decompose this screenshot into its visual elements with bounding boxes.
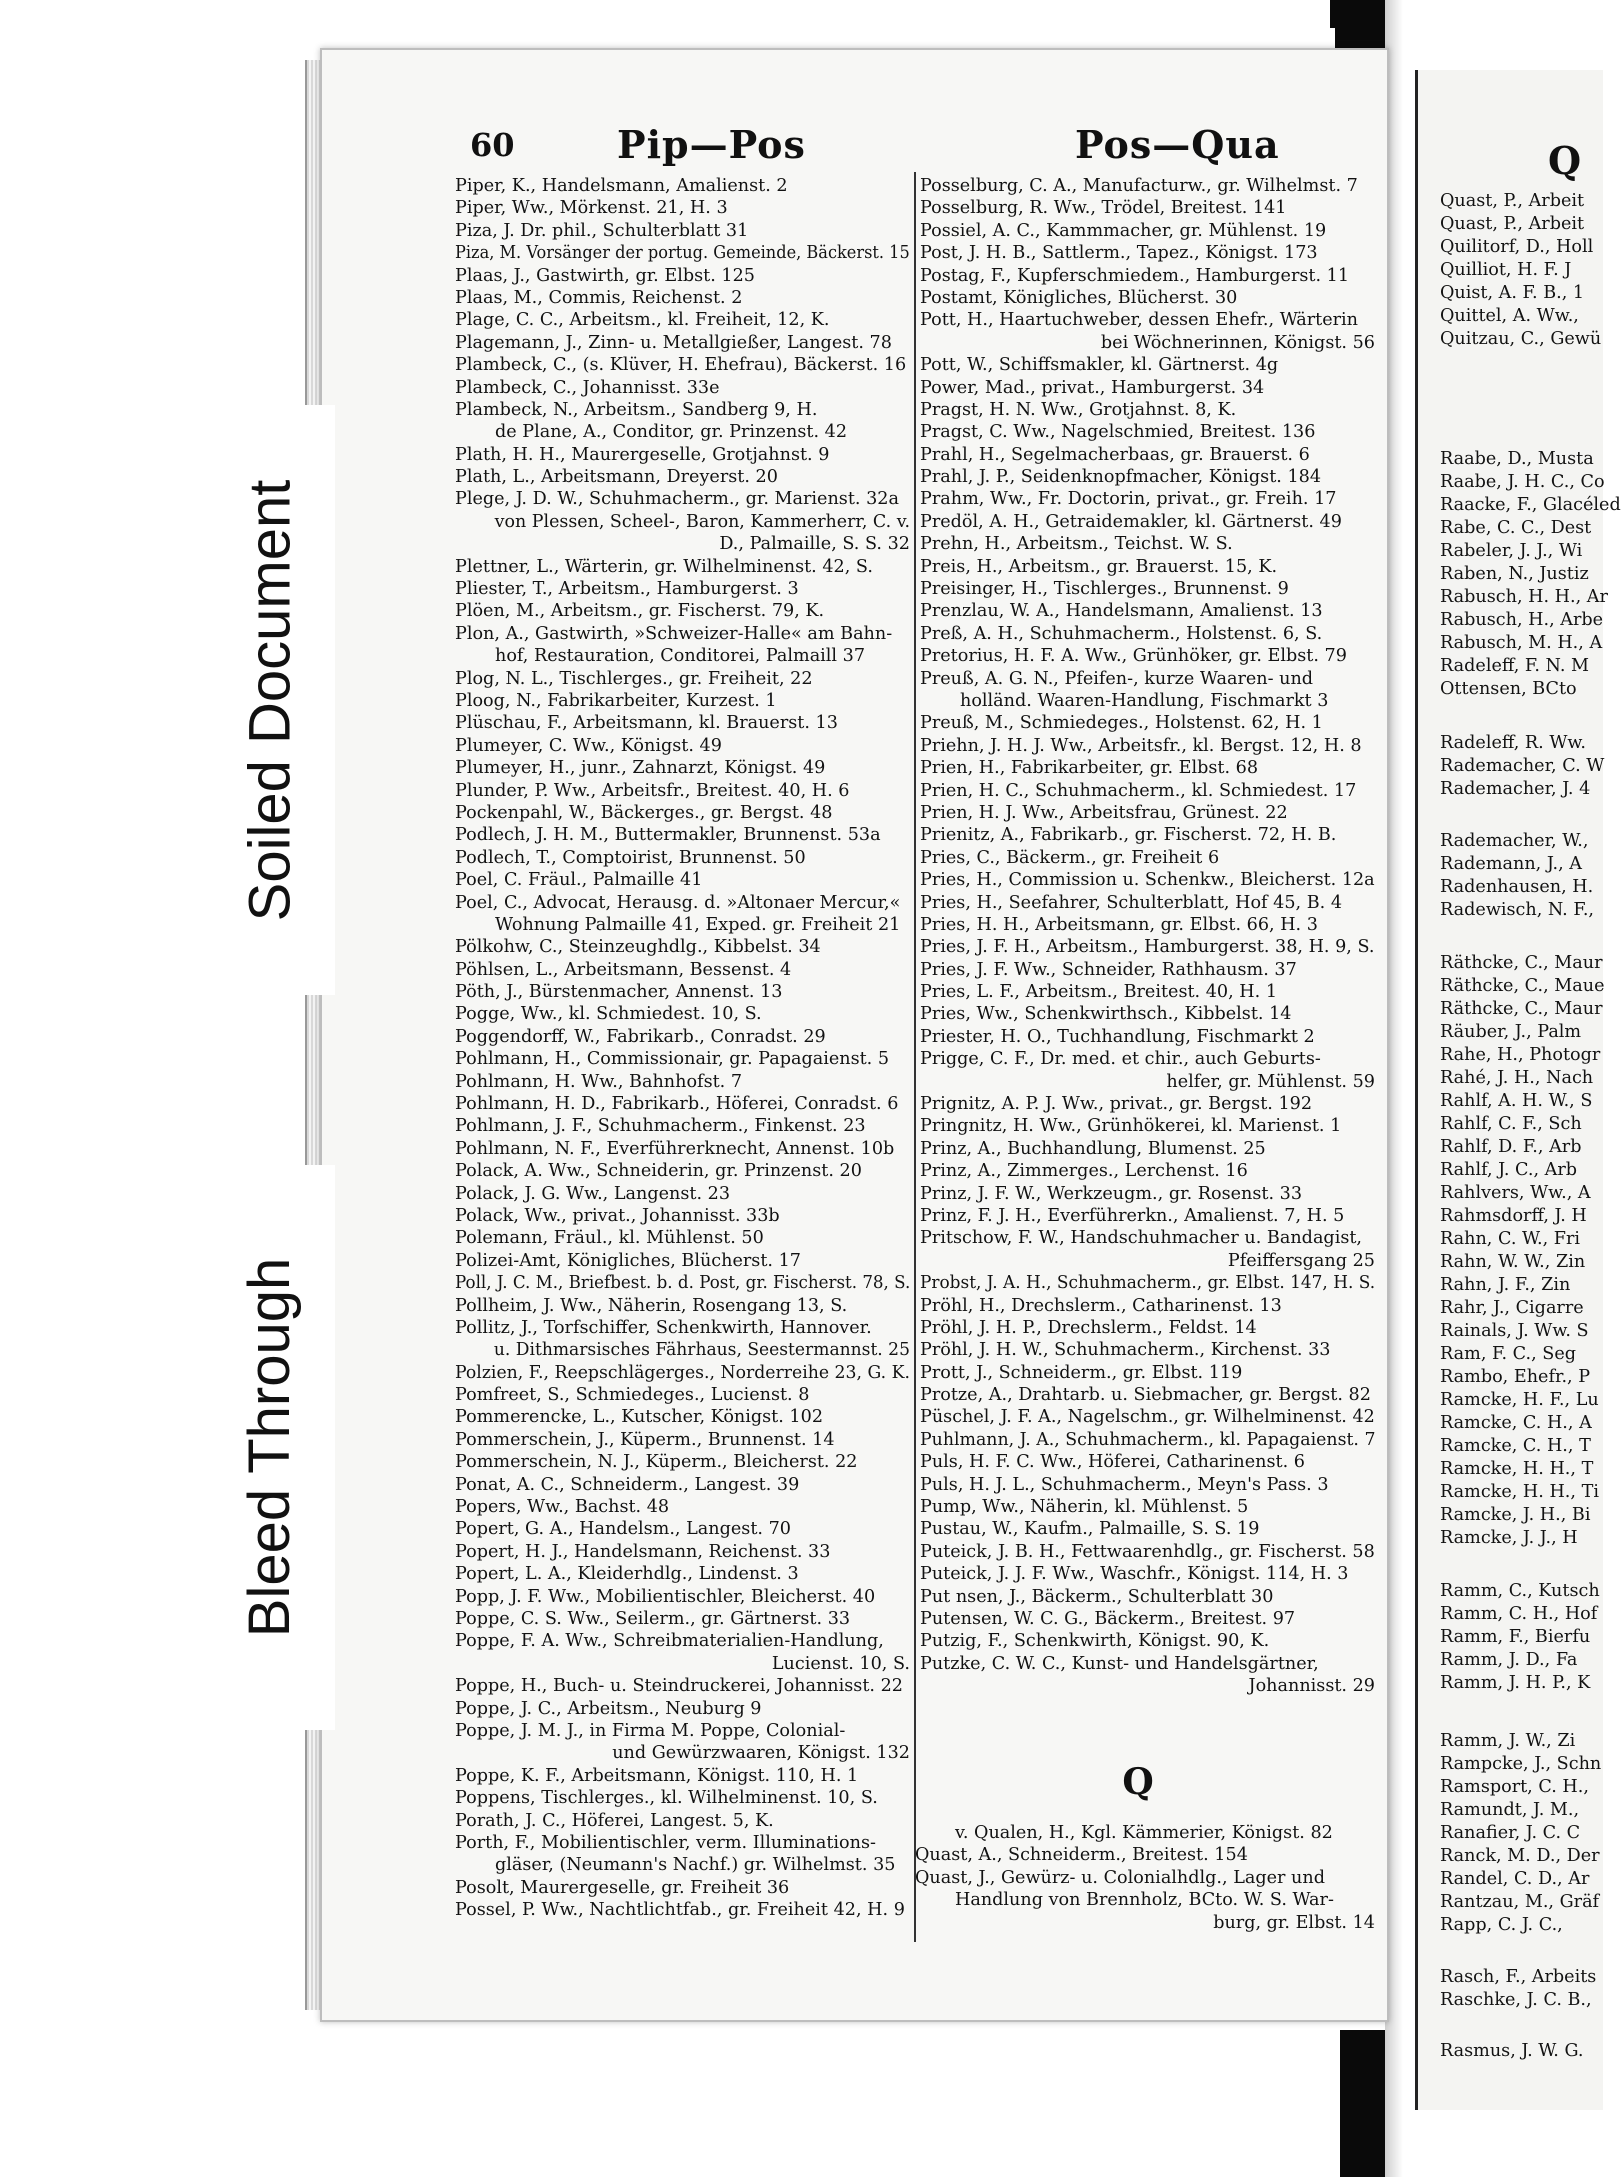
- column-divider: [914, 172, 916, 1942]
- directory-entry-line: Puls, H. J. L., Schuhmacherm., Meyn's Pass. 3: [920, 1474, 1329, 1495]
- directory-entry-line: Plambeck, N., Arbeitsm., Sandberg 9, H.: [455, 399, 818, 420]
- directory-entry-line: Pries, J. F. Ww., Schneider, Rathhausm. 37: [920, 959, 1297, 980]
- directory-entry-line: Pohlmann, J. F., Schuhmacherm., Finkenst. 23: [455, 1116, 866, 1137]
- directory-entry-line: Pomfreet, S., Schmiedeges., Lucienst. 8: [455, 1385, 810, 1406]
- page-number: 60: [470, 126, 515, 164]
- neighbour-entry-fragment: Räthcke, C., Maur: [1440, 999, 1603, 1019]
- directory-entry-line: Plage, C. C., Arbeitsm., kl. Freiheit, 12, K.: [455, 310, 830, 331]
- neighbour-entry-fragment: Rahé, J. H., Nach: [1440, 1068, 1594, 1088]
- neighbour-entry-fragment: Ramm, C., Kutsch: [1440, 1581, 1600, 1601]
- directory-entry-line: Plaas, J., Gastwirth, gr. Elbst. 125: [455, 265, 755, 286]
- directory-entry-line: Polack, A. Ww., Schneiderin, gr. Prinzenst. 20: [455, 1161, 862, 1182]
- directory-entry-line: Plaas, M., Commis, Reichenst. 2: [455, 287, 743, 308]
- directory-entry-line: Prienitz, A., Fabrikarb., gr. Fischerst. 72, H. B.: [920, 825, 1337, 846]
- directory-entry-line: Podlech, J. H. M., Buttermakler, Brunnenst. 53a: [455, 825, 881, 846]
- neighbour-entry-fragment: Radeleff, F. N. M: [1440, 656, 1590, 676]
- neighbour-entry-fragment: Rantzau, M., Gräf: [1440, 1892, 1600, 1912]
- directory-entry-line: Prinz, F. J. H., Everführerkn., Amalienst. 7, H. 5: [920, 1205, 1345, 1226]
- directory-entry-line: Pott, H., Haartuchweber, dessen Ehefr., Wärterin: [920, 310, 1359, 331]
- directory-entry-line: Plagemann, J., Zinn- u. Metallgießer, Langest. 78: [455, 332, 892, 353]
- directory-entry-line: Polemann, Fräul., kl. Mühlenst. 50: [455, 1228, 764, 1249]
- directory-entry-line: Poppe, J. C., Arbeitsm., Neuburg 9: [455, 1698, 762, 1719]
- neighbour-entry-fragment: Ramcke, C. H., A: [1440, 1413, 1592, 1433]
- neighbour-entry-fragment: Rahlf, D. F., Arb: [1440, 1137, 1582, 1157]
- directory-entry-line: Plambeck, C., (s. Klüver, H. Ehefrau), Bäckerst. 16: [455, 355, 907, 376]
- neighbour-entry-fragment: Rasmus, J. W. G.: [1440, 2041, 1584, 2061]
- neighbour-entry-fragment: Räuber, J., Palm: [1440, 1022, 1582, 1042]
- directory-entry-line: Puteick, J. B. H., Fettwaarenhdlg., gr. Fischerst. 58: [920, 1541, 1375, 1562]
- directory-entry-line: Piper, K., Handelsmann, Amalienst. 2: [455, 176, 788, 196]
- directory-entry-line: Pollheim, J. Ww., Näherin, Rosengang 13, S.: [455, 1295, 848, 1316]
- neighbour-entry-fragment: Rahr, J., Cigarre: [1440, 1298, 1584, 1318]
- directory-entry-line: Prahl, H., Segelmacherbaas, gr. Brauerst. 6: [920, 444, 1310, 465]
- directory-entry-line: Lucienst. 10, S.: [771, 1653, 910, 1674]
- directory-entry-line: Quast, J., Gewürz- u. Colonialhdlg., Lager und: [915, 1867, 1325, 1888]
- neighbour-entry-fragment: Rademann, J., A: [1440, 854, 1583, 874]
- neighbour-entry-fragment: Quast, P., Arbeit: [1440, 191, 1585, 211]
- neighbour-entry-fragment: Radewisch, N. F.,: [1440, 900, 1595, 920]
- directory-entry-line: v. Qualen, H., Kgl. Kämmerier, Königst. 82: [955, 1823, 1333, 1843]
- directory-entry-line: Prenzlau, W. A., Handelsmann, Amalienst. 13: [920, 601, 1323, 622]
- directory-entry-line: Poppe, C. S. Ww., Seilerm., gr. Gärtnerst. 33: [455, 1609, 851, 1629]
- neighbour-entry-fragment: Raabe, J. H. C., Co: [1440, 472, 1605, 492]
- directory-entry-line: Ponat, A. C., Schneiderm., Langest. 39: [455, 1474, 800, 1495]
- directory-entry-line: Predöl, A. H., Getraidemakler, kl. Gärtnerst. 49: [920, 511, 1342, 532]
- directory-entry-line: Plon, A., Gastwirth, »Schweizer-Halle« am Bahn-: [455, 623, 893, 644]
- neighbour-entry-fragment: Quist, A. F. B., 1: [1440, 283, 1585, 303]
- left-column: [455, 175, 910, 1921]
- neighbour-entry-fragment: Rahmsdorff, J. H: [1440, 1206, 1587, 1226]
- neighbour-entry-fragment: Ramm, J. D., Fa: [1440, 1650, 1578, 1670]
- directory-entry-line: Polzien, F., Reepschlägerges., Norderreihe 23, G. K.: [455, 1362, 911, 1383]
- neighbour-entry-fragment: Radeleff, R. Ww.: [1440, 733, 1586, 753]
- directory-entry-line: Pries, H. H., Arbeitsmann, gr. Elbst. 66, H. 3: [920, 914, 1318, 935]
- directory-entry-line: holländ. Waaren-Handlung, Fischmarkt 3: [960, 690, 1329, 711]
- directory-entry-line: bei Wöchnerinnen, Königst. 56: [1100, 332, 1375, 353]
- neighbour-entry-fragment: Räthcke, C., Maur: [1440, 953, 1603, 973]
- directory-entry-line: Polack, J. G. Ww., Langenst. 23: [455, 1183, 731, 1204]
- directory-entry-line: Popert, G. A., Handelsm., Langest. 70: [455, 1519, 791, 1540]
- neighbour-entry-fragment: Rabe, C. C., Dest: [1440, 518, 1592, 538]
- neighbour-entry-fragment: Ramm, J. W., Zi: [1440, 1731, 1576, 1751]
- directory-entry-line: Pretorius, H. F. A. Ww., Grünhöker, gr. Elbst. 79: [920, 646, 1347, 667]
- directory-entry-line: Poppe, H., Buch- u. Steindruckerei, Johannisst. 22: [455, 1676, 903, 1697]
- directory-entry-line: u. Dithmarsisches Fährhaus, Seestermannst. 25: [493, 1340, 910, 1361]
- directory-entry-line: Pries, C., Bäckerm., gr. Freiheit 6: [920, 847, 1220, 868]
- directory-entry-line: Polizei-Amt, Königliches, Blücherst. 17: [455, 1250, 801, 1271]
- neighbour-entry-fragment: Raabe, D., Musta: [1440, 449, 1594, 469]
- directory-entry-line: Plambeck, C., Johannisst. 33e: [455, 377, 720, 398]
- directory-entry-line: Preuß, A. G. N., Pfeifen-, kurze Waaren- und: [920, 668, 1314, 689]
- neighbour-page-header: Q: [1548, 138, 1582, 183]
- neighbour-entry-fragment: Ramm, F., Bierfu: [1440, 1627, 1591, 1647]
- neighbour-entry-fragment: Raacke, F., Glacéled: [1440, 495, 1621, 515]
- directory-entry-line: Possiel, A. C., Kammmacher, gr. Mühlenst. 19: [920, 220, 1327, 241]
- directory-entry-line: Pringnitz, H. Ww., Grünhökerei, kl. Marienst. 1: [920, 1116, 1342, 1137]
- directory-entry-line: Poel, C. Fräul., Palmaille 41: [455, 870, 703, 891]
- directory-entry-line: Johannisst. 29: [1248, 1676, 1375, 1697]
- directory-entry-line: Pröhl, J. H. W., Schuhmacherm., Kirchenst. 33: [920, 1340, 1331, 1361]
- directory-entry-line: Popp, J. F. Ww., Mobilientischler, Bleicherst. 40: [455, 1586, 876, 1607]
- directory-entry-line: Pfeiffersgang 25: [1227, 1250, 1375, 1271]
- directory-entry-line: Puteick, J. J. F. Ww., Waschfr., Königst. 114, H. 3: [920, 1564, 1349, 1585]
- directory-entry-line: Pohlmann, H. Ww., Bahnhofst. 7: [455, 1071, 743, 1092]
- neighbour-entry-fragment: Ramcke, H. H., T: [1440, 1459, 1594, 1479]
- directory-entry-line: Podlech, T., Comptoirist, Brunnenst. 50: [455, 847, 806, 868]
- bleed-through-label: [205, 1165, 335, 1730]
- directory-entry-line: Plumeyer, H., junr., Zahnarzt, Königst. 49: [455, 758, 826, 779]
- directory-entry-line: Pommerencke, L., Kutscher, Königst. 102: [455, 1407, 824, 1428]
- neighbour-entry-fragment: Randel, C. D., Ar: [1440, 1869, 1590, 1889]
- directory-entry-line: helfer, gr. Mühlenst. 59: [1166, 1071, 1375, 1092]
- directory-entry-line: Pott, W., Schiffsmakler, kl. Gärtnerst. 4g: [920, 355, 1279, 376]
- header-left: Pip—Pos: [617, 122, 806, 167]
- directory-entry-line: Piper, Ww., Mörkenst. 21, H. 3: [455, 198, 728, 219]
- directory-entry-line: Pliester, T., Arbeitsm., Hamburgerst. 3: [455, 579, 799, 600]
- neighbour-entry-fragment: Ramcke, C. H., T: [1440, 1436, 1591, 1456]
- directory-entry-line: Prott, J., Schneiderm., gr. Elbst. 119: [920, 1362, 1243, 1383]
- directory-entry-line: Put nsen, J., Bäckerm., Schulterblatt 30: [920, 1586, 1274, 1607]
- directory-entry-line: Prinz, A., Buchhandlung, Blumenst. 25: [920, 1138, 1266, 1159]
- directory-entry-line: Prinz, A., Zimmerges., Lerchenst. 16: [920, 1161, 1248, 1182]
- neighbour-entry-fragment: Ottensen, BCto: [1440, 679, 1577, 699]
- neighbour-entry-fragment: Quilliot, H. F. J: [1440, 260, 1572, 280]
- directory-entry-line: Pommerschein, J., Küperm., Brunnenst. 14: [455, 1429, 835, 1450]
- directory-entry-line: Prigge, C. F., Dr. med. et chir., auch Geburts-: [920, 1049, 1321, 1070]
- neighbour-entry-fragment: Quilitorf, D., Holl: [1440, 237, 1594, 257]
- directory-entry-line: Prien, H. J. Ww., Arbeitsfrau, Grünest. 22: [920, 802, 1288, 823]
- directory-entry-line: Poppens, Tischlerges., kl. Wilhelminenst. 10, S.: [455, 1788, 878, 1809]
- directory-entry-line: Plöen, M., Arbeitsm., gr. Fischerst. 79, K.: [455, 601, 825, 622]
- directory-entry-line: Posselburg, R. Ww., Trödel, Breitest. 141: [920, 198, 1287, 219]
- neighbour-entry-fragment: Räthcke, C., Maue: [1440, 976, 1605, 996]
- directory-entry-line: Pröhl, J. H. P., Drechslerm., Feldst. 14: [920, 1317, 1257, 1338]
- directory-entry-line: Pölkohw, C., Steinzeughdlg., Kibbelst. 34: [455, 937, 821, 958]
- section-letter-q: Q: [1122, 1761, 1154, 1803]
- neighbour-entry-fragment: Rademacher, J. 4: [1440, 779, 1591, 799]
- neighbour-entry-fragment: Ramcke, J. J., H: [1440, 1528, 1578, 1548]
- neighbour-entry-fragment: Rahlf, A. H. W., S: [1440, 1091, 1593, 1111]
- directory-entry-line: Prehn, H., Arbeitsm., Teichst. W. S.: [920, 534, 1233, 555]
- directory-entry-line: Porath, J. C., Höferei, Langest. 5, K.: [455, 1810, 774, 1831]
- soiled-document-label-text: Soiled Document: [237, 479, 303, 921]
- directory-entry-line: Priester, H. O., Tuchhandlung, Fischmarkt 2: [920, 1026, 1315, 1047]
- neighbour-entry-fragment: Ram, F. C., Seg: [1440, 1344, 1576, 1364]
- directory-entry-line: Plüschau, F., Arbeitsmann, kl. Brauerst. 13: [455, 713, 838, 734]
- directory-entry-line: Preuß, M., Schmiedeges., Holstenst. 62, H. 1: [920, 713, 1323, 734]
- directory-entry-line: Pröhl, H., Drechslerm., Catharinenst. 13: [920, 1295, 1282, 1316]
- right-column-q-section: [915, 1822, 1375, 1934]
- directory-entry-line: Pommerschein, N. J., Küperm., Bleicherst. 22: [455, 1452, 858, 1473]
- neighbour-entry-fragment: Rahn, W. W., Zin: [1440, 1252, 1586, 1272]
- neighbour-entry-fragment: Rahlf, J. C., Arb: [1440, 1160, 1578, 1180]
- directory-entry-line: Postamt, Königliches, Blücherst. 30: [920, 287, 1238, 308]
- directory-entry-line: hof, Restauration, Conditorei, Palmaill 37: [495, 646, 866, 667]
- directory-entry-line: Quast, A., Schneiderm., Breitest. 154: [915, 1845, 1248, 1866]
- neighbour-entry-fragment: Ranck, M. D., Der: [1440, 1846, 1600, 1866]
- neighbour-entry-fragment: Rasch, F., Arbeits: [1440, 1967, 1597, 1987]
- neighbour-entry-fragment: Quitzau, C., Gewü: [1440, 329, 1602, 349]
- directory-entry-line: Pritschow, F. W., Handschuhmacher u. Bandagist,: [920, 1228, 1363, 1249]
- soiled-document-label: [205, 405, 335, 995]
- neighbour-entry-fragment: Rapp, C. J. C.,: [1440, 1915, 1563, 1935]
- directory-entry-line: Plath, L., Arbeitsmann, Dreyerst. 20: [455, 467, 778, 488]
- directory-entry-line: burg, gr. Elbst. 14: [1213, 1912, 1375, 1933]
- directory-entry-line: Prinz, J. F. W., Werkzeugm., gr. Rosenst. 33: [920, 1183, 1303, 1204]
- directory-entry-line: Wohnung Palmaille 41, Exped. gr. Freiheit 21: [495, 914, 901, 935]
- directory-entry-line: Possel, P. Ww., Nachtlichtfab., gr. Freiheit 42, H. 9: [455, 1900, 905, 1921]
- neighbour-entry-fragment: Rampcke, J., Schn: [1440, 1754, 1602, 1774]
- neighbour-entry-fragment: Ranafier, J. C. C: [1440, 1823, 1581, 1843]
- directory-entry-line: Pustau, W., Kaufm., Palmaille, S. S. 19: [920, 1519, 1260, 1540]
- neighbour-entry-fragment: Ramcke, H. H., Ti: [1440, 1482, 1599, 1502]
- right-column: [920, 175, 1375, 1698]
- directory-entry-line: Pries, H., Seefahrer, Schulterblatt, Hof 45, B. 4: [920, 892, 1343, 913]
- directory-entry-line: Posselburg, C. A., Manufacturw., gr. Wilhelmst. 7: [920, 176, 1358, 196]
- book-gutter: [1385, 0, 1415, 2177]
- directory-entry-line: Pockenpahl, W., Bäckerges., gr. Bergst. 48: [455, 802, 833, 823]
- directory-entry-line: Post, J. H. B., Sattlerm., Tapez., Königst. 173: [920, 243, 1318, 264]
- directory-entry-line: Pries, J. F. H., Arbeitsm., Hamburgerst. 38, H. 9, S.: [920, 937, 1375, 958]
- directory-entry-line: Popert, L. A., Kleiderhdlg., Lindenst. 3: [455, 1564, 799, 1585]
- directory-entry-line: Poppe, J. M. J., in Firma M. Poppe, Colonial-: [455, 1720, 846, 1741]
- directory-entry-line: Puls, H. F. C. Ww., Höferei, Catharinenst. 6: [920, 1452, 1305, 1473]
- neighbour-entry-fragment: Rabusch, H. H., Ar: [1440, 587, 1608, 607]
- directory-entry-line: Prignitz, A. P. J. Ww., privat., gr. Bergst. 192: [920, 1094, 1313, 1115]
- directory-entry-line: Putzke, C. W. C., Kunst- und Handelsgärtner,: [920, 1653, 1319, 1674]
- neighbour-entry-fragment: Quast, P., Arbeit: [1440, 214, 1585, 234]
- directory-entry-line: Ploog, N., Fabrikarbeiter, Kurzest. 1: [455, 690, 777, 711]
- directory-entry-line: Pohlmann, H., Commissionair, gr. Papagaienst. 5: [455, 1049, 890, 1070]
- neighbour-entry-fragment: Rabusch, M. H., A: [1440, 633, 1603, 653]
- neighbour-entry-fragment: Rabusch, H., Arbe: [1440, 610, 1604, 630]
- header-right: Pos—Qua: [1075, 122, 1280, 167]
- directory-entry-line: Pries, Ww., Schenkwirthsch., Kibbelst. 14: [920, 1004, 1292, 1025]
- neighbour-entry-fragment: Rainals, J. Ww. S: [1440, 1321, 1589, 1341]
- directory-entry-line: Plumeyer, C. Ww., Königst. 49: [455, 735, 722, 756]
- directory-entry-line: Posolt, Maurergeselle, gr. Freiheit 36: [455, 1877, 790, 1898]
- directory-entry-line: Pries, H., Commission u. Schenkw., Bleicherst. 12a: [920, 870, 1375, 891]
- directory-entry-line: Pries, L. F., Arbeitsm., Breitest. 40, H. 1: [920, 982, 1278, 1003]
- directory-entry-line: Pragst, C. Ww., Nagelschmied, Breitest. 136: [920, 422, 1316, 443]
- directory-entry-line: Pogge, Ww., kl. Schmiedest. 10, S.: [455, 1004, 762, 1025]
- directory-entry-line: Plettner, L., Wärterin, gr. Wilhelminenst. 42, S.: [455, 556, 873, 577]
- directory-entry-line: gläser, (Neumann's Nachf.) gr. Wilhelmst. 35: [495, 1855, 896, 1876]
- directory-entry-line: Power, Mad., privat., Hamburgerst. 34: [920, 377, 1265, 398]
- directory-entry-line: Postag, F., Kupferschmiedem., Hamburgerst. 11: [920, 265, 1350, 286]
- directory-entry-line: Püschel, J. F. A., Nagelschm., gr. Wilhelminenst. 42: [920, 1407, 1375, 1428]
- directory-entry-line: Probst, J. A. H., Schuhmacherm., gr. Elbst. 147, H. S.: [920, 1273, 1376, 1294]
- neighbour-entry-fragment: Ramcke, J. H., Bi: [1440, 1505, 1591, 1525]
- directory-entry-line: Pöth, J., Bürstenmacher, Annenst. 13: [455, 982, 783, 1003]
- directory-entry-line: Putzig, F., Schenkwirth, Königst. 90, K.: [920, 1631, 1270, 1652]
- directory-entry-line: Plege, J. D. W., Schuhmacherm., gr. Marienst. 32a: [455, 489, 899, 510]
- directory-entry-line: Poppe, F. A. Ww., Schreibmaterialien-Handlung,: [455, 1631, 884, 1652]
- directory-entry-line: Pollitz, J., Torfschiffer, Schenkwirth, Hannover.: [455, 1317, 872, 1338]
- directory-entry-line: Puhlmann, J. A., Schuhmacherm., kl. Papagaienst. 7: [920, 1429, 1376, 1450]
- directory-entry-line: Pump, Ww., Näherin, kl. Mühlenst. 5: [920, 1497, 1249, 1518]
- directory-entry-line: Pohlmann, N. F., Everführerknecht, Annenst. 10b: [455, 1138, 895, 1159]
- bleed-through-label-text: Bleed Through: [237, 1257, 303, 1638]
- scan-border-right-upper: [1335, 0, 1385, 50]
- directory-entry-line: Porth, F., Mobilientischler, verm. Illuminations-: [455, 1832, 876, 1853]
- neighbour-entry-fragment: Radenhausen, H.: [1440, 877, 1594, 897]
- neighbour-entry-fragment: Rahn, J. F., Zin: [1440, 1275, 1571, 1295]
- neighbour-entry-fragment: Rahn, C. W., Fri: [1440, 1229, 1581, 1249]
- directory-entry-line: Prahm, Ww., Fr. Doctorin, privat., gr. Freih. 17: [920, 489, 1337, 510]
- directory-entry-line: Preisinger, H., Tischlerges., Brunnenst. 9: [920, 579, 1289, 600]
- directory-entry-line: Pragst, H. N. Ww., Grotjahnst. 8, K.: [920, 399, 1237, 420]
- neighbour-entry-fragment: Rademacher, W.,: [1440, 831, 1589, 851]
- neighbour-page: [1415, 70, 1621, 2110]
- neighbour-entry-fragment: Ramcke, H. F., Lu: [1440, 1390, 1599, 1410]
- directory-entry-line: Preß, A. H., Schuhmacherm., Holstenst. 6, S.: [920, 623, 1323, 644]
- neighbour-entry-fragment: Ramsport, C. H.,: [1440, 1777, 1589, 1797]
- neighbour-entry-fragment: Quittel, A. Ww.,: [1440, 306, 1579, 326]
- directory-entry-line: Poppe, K. F., Arbeitsmann, Königst. 110, H. 1: [455, 1765, 859, 1786]
- directory-entry-line: Preis, H., Arbeitsm., gr. Brauerst. 15, K.: [920, 556, 1278, 577]
- directory-entry-line: Piza, J. Dr. phil., Schulterblatt 31: [455, 220, 749, 241]
- directory-entry-line: Pohlmann, H. D., Fabrikarb., Höferei, Conradst. 6: [455, 1094, 899, 1115]
- neighbour-entry-fragment: Ramundt, J. M.,: [1440, 1800, 1580, 1820]
- neighbour-entry-fragment: Raschke, J. C. B.,: [1440, 1990, 1592, 2010]
- directory-entry-line: Poel, C., Advocat, Herausg. d. »Altonaer Mercur,«: [455, 892, 901, 913]
- directory-entry-line: Poggendorff, W., Fabrikarb., Conradst. 29: [455, 1026, 826, 1047]
- directory-entry-line: von Plessen, Scheel-, Baron, Kammerherr, C. v.: [494, 511, 911, 532]
- neighbour-entry-fragment: Rahlf, C. F., Sch: [1440, 1114, 1582, 1134]
- directory-entry-line: Plunder, P. Ww., Arbeitsfr., Breitest. 40, H. 6: [455, 780, 850, 801]
- directory-entry-line: Prien, H., Fabrikarbeiter, gr. Elbst. 68: [920, 758, 1259, 779]
- directory-entry-line: Poll, J. C. M., Briefbest. b. d. Post, gr. Fischerst. 78, S.: [455, 1273, 911, 1294]
- directory-entry-line: Popers, Ww., Bachst. 48: [455, 1497, 670, 1518]
- neighbour-entry-fragment: Rahe, H., Photogr: [1440, 1045, 1601, 1065]
- directory-entry-line: Piza, M. Vorsänger der portug. Gemeinde, Bäckerst. 15: [455, 243, 910, 264]
- directory-entry-line: Prien, H. C., Schuhmacherm., kl. Schmiedest. 17: [920, 780, 1357, 801]
- directory-entry-line: Popert, H. J., Handelsmann, Reichenst. 33: [455, 1541, 831, 1562]
- directory-entry-line: Plath, H. H., Maurergeselle, Grotjahnst. 9: [455, 444, 830, 465]
- directory-entry-line: Handlung von Brennholz, BCto. W. S. War-: [955, 1890, 1334, 1911]
- neighbour-entry-fragment: Rademacher, C. W: [1440, 756, 1605, 776]
- directory-entry-line: Priehn, J. H. J. Ww., Arbeitsfr., kl. Bergst. 12, H. 8: [920, 735, 1362, 756]
- directory-entry-line: de Plane, A., Conditor, gr. Prinzenst. 42: [495, 422, 848, 443]
- directory-entry-line: Plog, N. L., Tischlerges., gr. Freiheit, 22: [455, 668, 813, 689]
- neighbour-entry-fragment: Rahlvers, Ww., A: [1440, 1183, 1591, 1203]
- neighbour-entry-fragment: Ramm, C. H., Hof: [1440, 1604, 1598, 1624]
- directory-entry-line: Polack, Ww., privat., Johannisst. 33b: [455, 1205, 780, 1226]
- neighbour-entry-fragment: Rabeler, J. J., Wi: [1440, 541, 1583, 561]
- neighbour-entry-fragment: Rambo, Ehefr., P: [1440, 1367, 1591, 1387]
- directory-entry-line: und Gewürzwaaren, Königst. 132: [612, 1743, 910, 1764]
- directory-entry-line: Protze, A., Drahtarb. u. Siebmacher, gr. Bergst. 82: [920, 1385, 1371, 1406]
- neighbour-entry-fragment: Raben, N., Justiz: [1440, 564, 1589, 584]
- directory-entry-line: Putensen, W. C. G., Bäckerm., Breitest. 97: [920, 1609, 1296, 1629]
- directory-entry-line: Prahl, J. P., Seidenknopfmacher, Königst. 184: [920, 467, 1322, 488]
- neighbour-entry-fragment: Ramm, J. H. P., K: [1440, 1673, 1591, 1693]
- directory-entry-line: D., Palmaille, S. S. 32: [719, 534, 910, 555]
- directory-entry-line: Pöhlsen, L., Arbeitsmann, Bessenst. 4: [455, 959, 792, 980]
